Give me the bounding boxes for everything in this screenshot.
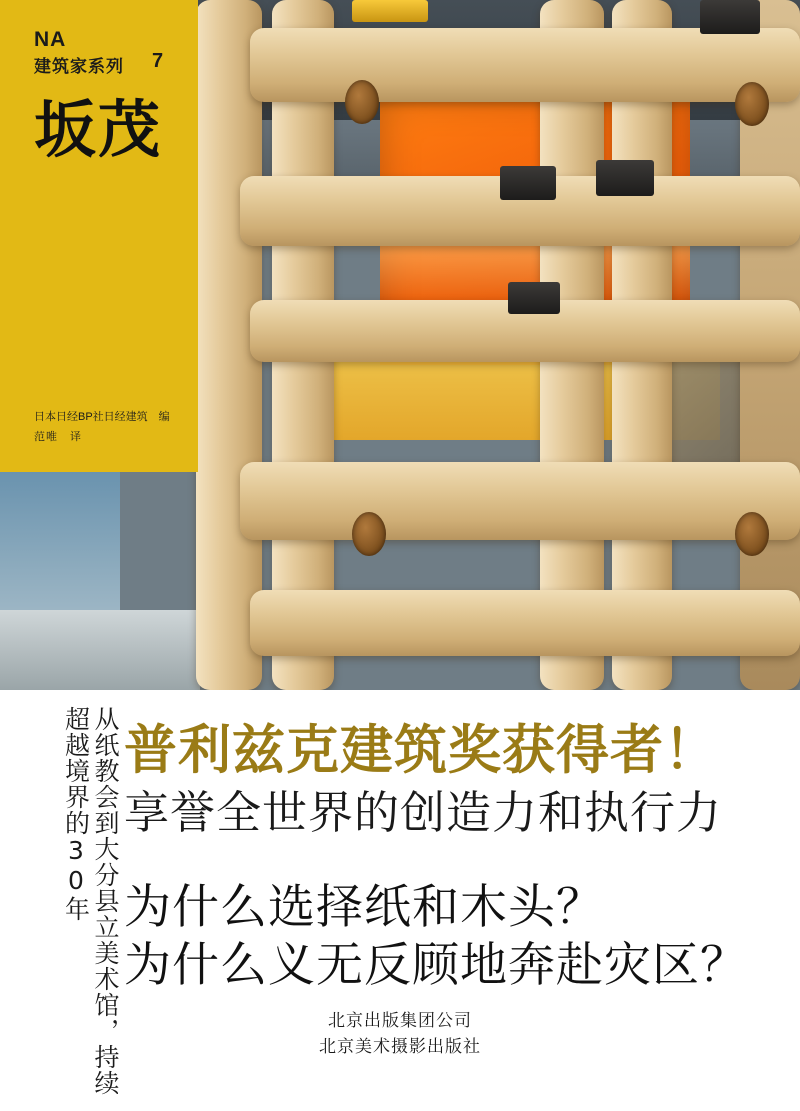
headline-primary: 普利兹克建筑奖获得者！ [124,720,718,781]
photo-beam [250,590,800,656]
vertical-tagline: 从纸教会到大分县立美术馆，持续超越境界的30年 [61,706,120,1096]
publisher-block [0,1008,800,1061]
photo-ground [0,610,200,690]
question-line-1: 为什么选择纸和木头？ [124,880,604,935]
photo-steel-bracket [508,282,560,314]
photo-steel-bracket [700,0,760,34]
photo-steel-bracket [500,166,556,200]
publisher-house: 北京美术摄影出版社 [319,1037,481,1058]
title-block [0,0,198,472]
credit-translator: 范唯 译 [34,430,82,443]
credit-editor: 日本日经BP社日经建筑 编 [34,411,170,423]
photo-beam [250,28,800,102]
series-number: 7 [152,50,164,72]
photo-steel-bracket [596,160,654,196]
series-na-label: NA [34,28,67,51]
photo-wood-peg [345,80,379,124]
headline-secondary: 享誉全世界的创造力和执行力 [124,786,723,839]
question-line-2: 为什么义无反顾地奔赴灾区？ [124,938,748,993]
photo-beam [240,462,800,540]
photo-wood-peg [735,512,769,556]
architect-name: 坂茂 [34,93,163,166]
photo-crane-fitting [352,0,428,22]
publisher-group: 北京出版集团公司 [328,1011,472,1031]
photo-wood-peg [352,512,386,556]
cover-bottom-band [0,690,800,1111]
credits [34,408,170,448]
photo-wood-peg [735,82,769,126]
series-label: 建筑家系列 [34,57,124,76]
